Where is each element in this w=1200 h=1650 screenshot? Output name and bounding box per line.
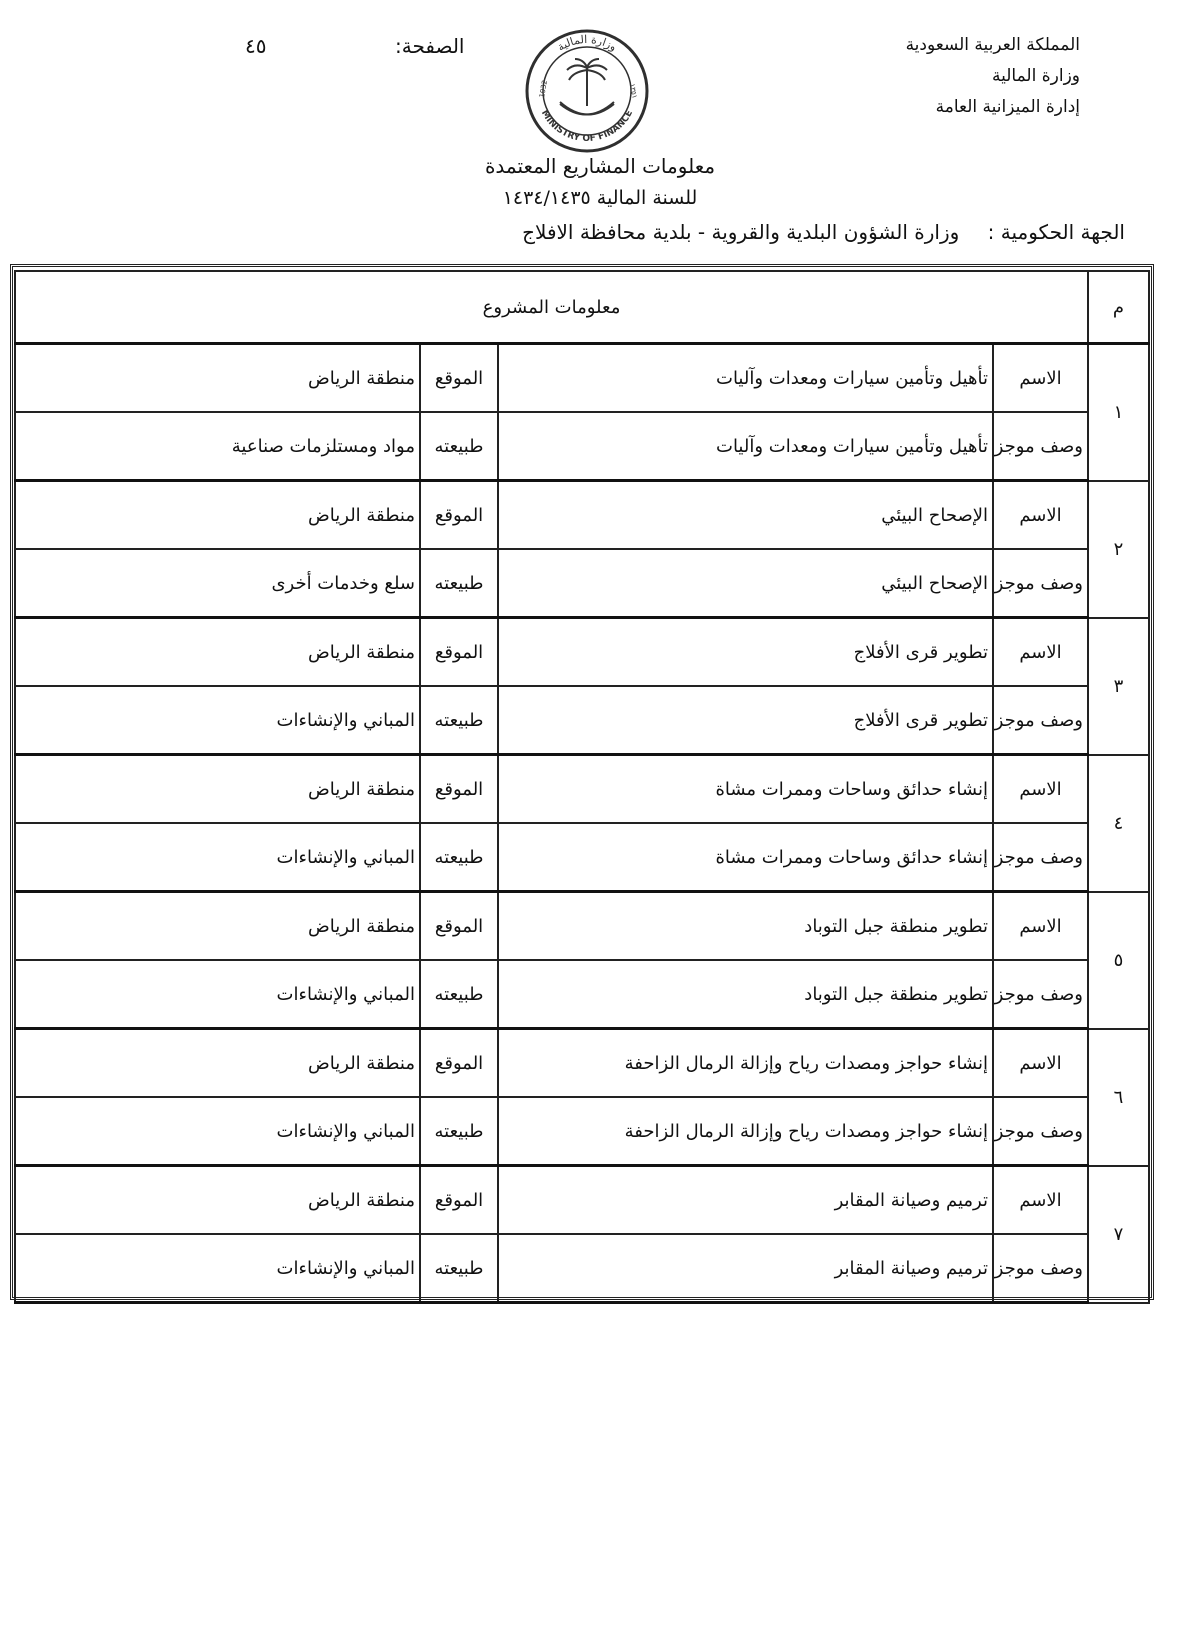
table-row <box>15 1029 1149 1098</box>
location-label: الموقع <box>420 344 498 413</box>
description-label: وصف موجز <box>993 1234 1088 1303</box>
project-location: منطقة الرياض <box>15 344 420 413</box>
page-number: ٤٥ <box>245 34 267 58</box>
project-name: إنشاء حواجز ومصدات رياح وإزالة الرمال الزاحفة <box>498 1029 993 1098</box>
table-row <box>15 1234 1149 1303</box>
project-description: تطوير قرى الأفلاج <box>498 686 993 755</box>
description-label: وصف موجز <box>993 823 1088 892</box>
entity-label: الجهة الحكومية : <box>987 220 1125 244</box>
kingdom-name: المملكة العربية السعودية <box>905 35 1080 55</box>
project-number: ٥ <box>1088 892 1149 1029</box>
seal-year-right: ١٣٥١ <box>628 82 639 100</box>
project-number: ٤ <box>1088 755 1149 892</box>
project-number: ٢ <box>1088 481 1149 618</box>
description-label: وصف موجز <box>993 960 1088 1029</box>
nature-label: طبيعته <box>420 1097 498 1166</box>
department-name: إدارة الميزانية العامة <box>935 97 1080 117</box>
project-description: تأهيل وتأمين سيارات ومعدات وآليات <box>498 412 993 481</box>
project-location: منطقة الرياض <box>15 755 420 824</box>
project-nature: مواد ومستلزمات صناعية <box>15 412 420 481</box>
project-name: ترميم وصيانة المقابر <box>498 1166 993 1235</box>
project-name: تطوير منطقة جبل التوباد <box>498 892 993 961</box>
name-label: الاسم <box>993 755 1088 824</box>
nature-label: طبيعته <box>420 549 498 618</box>
nature-label: طبيعته <box>420 960 498 1029</box>
projects-table <box>14 270 1150 1304</box>
project-nature: المباني والإنشاءات <box>15 686 420 755</box>
project-number: ٣ <box>1088 618 1149 755</box>
project-location: منطقة الرياض <box>15 481 420 550</box>
location-label: الموقع <box>420 1166 498 1235</box>
project-location: منطقة الرياض <box>15 892 420 961</box>
letterhead <box>780 30 1080 123</box>
table-row <box>15 686 1149 755</box>
table-row <box>15 412 1149 481</box>
table-row <box>15 549 1149 618</box>
name-label: الاسم <box>993 1029 1088 1098</box>
project-description: إنشاء حدائق وساحات وممرات مشاة <box>498 823 993 892</box>
col-info-header: معلومات المشروع <box>15 271 1088 344</box>
seal-bottom-text: MINISTRY OF FINANCE <box>538 108 636 145</box>
page-label: الصفحة: <box>395 34 465 58</box>
name-label: الاسم <box>993 1166 1088 1235</box>
ministry-name: وزارة المالية <box>992 66 1080 86</box>
project-name: الإصحاح البيئي <box>498 481 993 550</box>
project-number: ١ <box>1088 344 1149 481</box>
name-label: الاسم <box>993 344 1088 413</box>
table-header-row <box>15 271 1149 344</box>
description-label: وصف موجز <box>993 686 1088 755</box>
location-label: الموقع <box>420 618 498 687</box>
title-block <box>0 150 1200 214</box>
table-row <box>15 618 1149 687</box>
palm-swords-emblem <box>560 59 614 115</box>
table-row <box>15 823 1149 892</box>
table-row <box>15 892 1149 961</box>
name-label: الاسم <box>993 892 1088 961</box>
entity-value: وزارة الشؤون البلدية والقروية - بلدية محافظة الافلاج <box>522 220 960 244</box>
seal-year-left: 1932 <box>538 79 550 99</box>
project-nature: المباني والإنشاءات <box>15 960 420 1029</box>
table-row <box>15 960 1149 1029</box>
seal-top-text: وزارة المالية <box>555 32 620 54</box>
project-nature: المباني والإنشاءات <box>15 1097 420 1166</box>
description-label: وصف موجز <box>993 412 1088 481</box>
project-description: تطوير منطقة جبل التوباد <box>498 960 993 1029</box>
table-row <box>15 755 1149 824</box>
location-label: الموقع <box>420 1029 498 1098</box>
project-location: منطقة الرياض <box>15 618 420 687</box>
nature-label: طبيعته <box>420 686 498 755</box>
project-location: منطقة الرياض <box>15 1166 420 1235</box>
project-name: تأهيل وتأمين سيارات ومعدات وآليات <box>498 344 993 413</box>
location-label: الموقع <box>420 481 498 550</box>
table-row <box>15 344 1149 413</box>
government-entity <box>522 220 1125 244</box>
table-row <box>15 481 1149 550</box>
project-number: ٧ <box>1088 1166 1149 1303</box>
nature-label: طبيعته <box>420 1234 498 1303</box>
name-label: الاسم <box>993 481 1088 550</box>
table-row <box>15 1166 1149 1235</box>
nature-label: طبيعته <box>420 823 498 892</box>
description-label: وصف موجز <box>993 549 1088 618</box>
col-num-header: م <box>1088 271 1149 344</box>
ministry-seal-icon <box>522 26 652 156</box>
document-title: معلومات المشاريع المعتمدة <box>484 154 716 178</box>
description-label: وصف موجز <box>993 1097 1088 1166</box>
project-nature: المباني والإنشاءات <box>15 1234 420 1303</box>
project-description: إنشاء حواجز ومصدات رياح وإزالة الرمال الزاحفة <box>498 1097 993 1166</box>
project-name: تطوير قرى الأفلاج <box>498 618 993 687</box>
project-description: الإصحاح البيئي <box>498 549 993 618</box>
project-description: ترميم وصيانة المقابر <box>498 1234 993 1303</box>
project-name: إنشاء حدائق وساحات وممرات مشاة <box>498 755 993 824</box>
fiscal-year: للسنة المالية ١٤٣٤/١٤٣٥ <box>502 187 698 209</box>
name-label: الاسم <box>993 618 1088 687</box>
project-number: ٦ <box>1088 1029 1149 1166</box>
project-nature: المباني والإنشاءات <box>15 823 420 892</box>
location-label: الموقع <box>420 892 498 961</box>
nature-label: طبيعته <box>420 412 498 481</box>
table-row <box>15 1097 1149 1166</box>
project-nature: سلع وخدمات أخرى <box>15 549 420 618</box>
project-location: منطقة الرياض <box>15 1029 420 1098</box>
location-label: الموقع <box>420 755 498 824</box>
